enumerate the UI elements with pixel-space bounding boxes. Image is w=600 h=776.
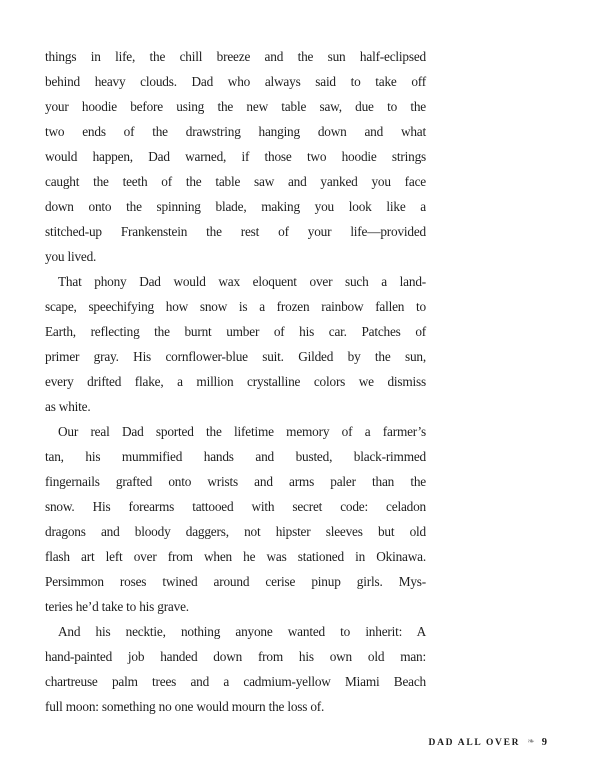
text-line: dragons and bloody daggers, not hipster sleeves but old: [45, 524, 426, 539]
text-line: caught the teeth of the table saw and yanked you face: [45, 174, 426, 189]
running-footer: [429, 737, 547, 748]
text-line: chartreuse palm trees and a cadmium-yellow Miami Beach: [45, 674, 426, 689]
text-line: you lived.: [45, 249, 97, 264]
running-title: DAD ALL OVER: [428, 738, 521, 748]
text-line: flash art left over from when he was stationed in Okinawa.: [45, 549, 426, 564]
text-line: scape, speechifying how snow is a frozen rainbow fallen to: [45, 299, 426, 314]
text-line: hand-painted job handed down from his own old man:: [45, 649, 426, 664]
text-line: Persimmon roses twined around cerise pinup girls. Mys-: [45, 574, 426, 589]
body-text: [45, 44, 426, 719]
text-line: full moon: something no one would mourn the loss of.: [45, 699, 325, 714]
text-line: tan, his mummified hands and busted, black-rimmed: [45, 449, 426, 464]
text-line: things in life, the chill breeze and the sun half-eclipsed: [45, 49, 426, 64]
text-line: as white.: [45, 399, 91, 414]
text-line: stitched-up Frankenstein the rest of your life—provided: [45, 224, 426, 239]
text-line: behind heavy clouds. Dad who always said to take off: [45, 74, 426, 89]
text-line: Earth, reflecting the burnt umber of his car. Patches of: [45, 324, 426, 339]
text-line: your hoodie before using the new table saw, due to the: [45, 99, 426, 114]
text-line: down onto the spinning blade, making you look like a: [45, 199, 426, 214]
text-line: Our real Dad sported the lifetime memory of a farmer’s: [58, 424, 426, 439]
text-line: That phony Dad would wax eloquent over such a land-: [58, 274, 426, 289]
text-line: And his necktie, nothing anyone wanted to inherit: A: [58, 624, 426, 639]
text-line: teries he’d take to his grave.: [45, 599, 189, 614]
text-line: every drifted flake, a million crystalline colors we dismiss: [45, 374, 426, 389]
text-line: fingernails grafted onto wrists and arms paler than the: [45, 474, 426, 489]
page-number: 9: [541, 737, 547, 748]
fleuron-icon: ❧: [527, 737, 535, 747]
text-line: two ends of the drawstring hanging down and what: [45, 124, 426, 139]
text-line: would happen, Dad warned, if those two hoodie strings: [45, 149, 426, 164]
text-line: snow. His forearms tattooed with secret code: celadon: [45, 499, 426, 514]
text-line: primer gray. His cornflower-blue suit. Gilded by the sun,: [45, 349, 426, 364]
